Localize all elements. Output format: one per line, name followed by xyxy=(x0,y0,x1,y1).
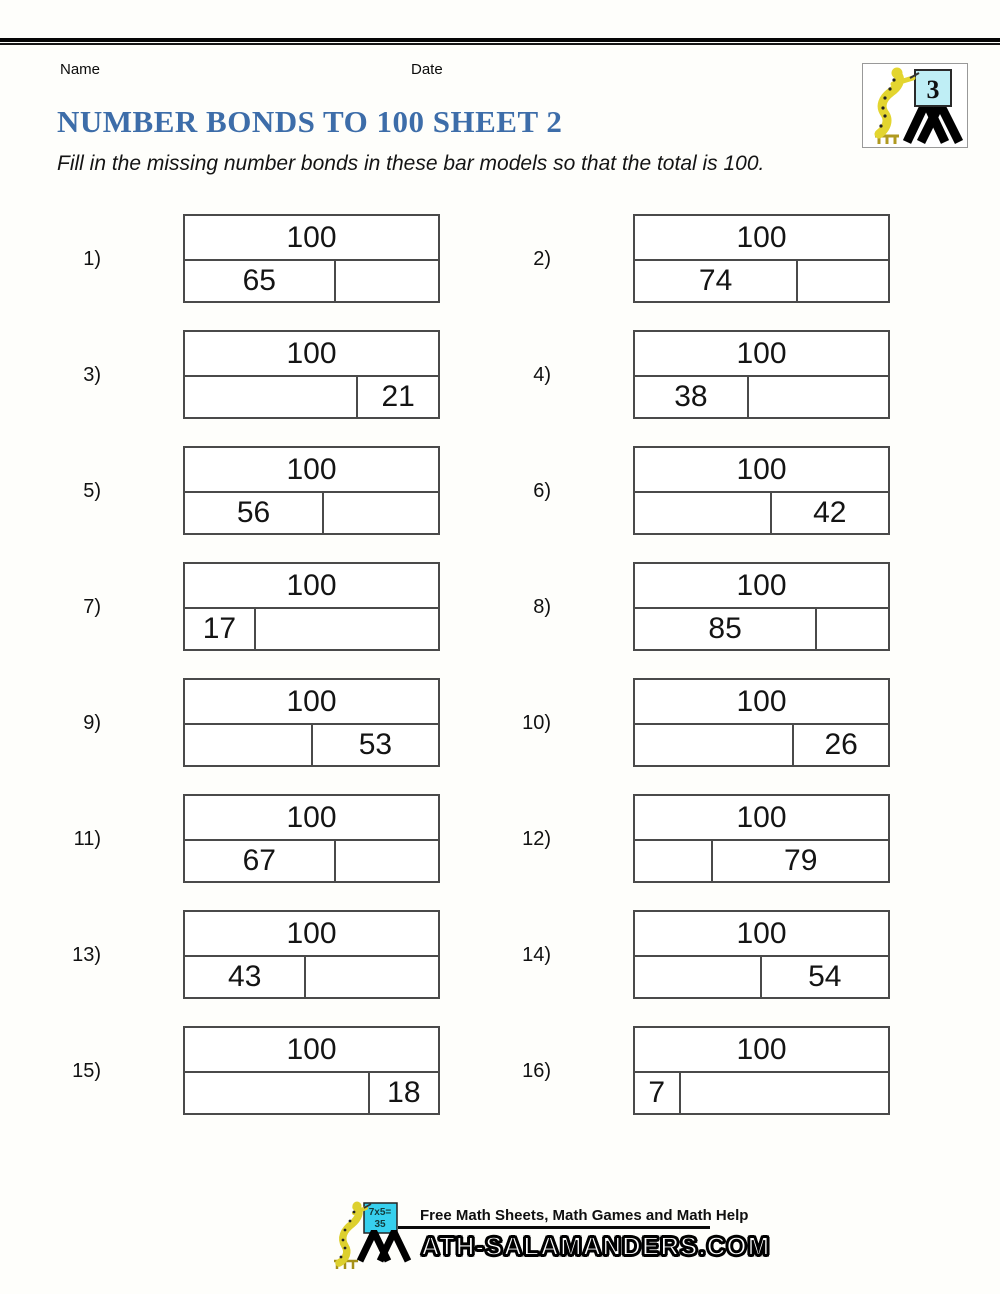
problem-number-label: 1) xyxy=(83,248,101,270)
bar-model xyxy=(633,1026,890,1115)
bar-total-cell: 100 xyxy=(185,796,438,841)
bar-parts-row xyxy=(185,957,438,997)
given-addend-cell: 17 xyxy=(185,609,256,649)
problem-item xyxy=(55,446,440,535)
bar-total-cell: 100 xyxy=(635,680,888,725)
bar-model xyxy=(183,1026,440,1115)
bar-model xyxy=(633,678,890,767)
missing-addend-cell[interactable] xyxy=(306,957,438,997)
problem-item xyxy=(55,1026,440,1115)
problem-item xyxy=(505,794,890,883)
bar-parts-row xyxy=(635,609,888,649)
bar-total-cell: 100 xyxy=(185,564,438,609)
problem-number-label: 4) xyxy=(533,364,551,386)
missing-addend-cell[interactable] xyxy=(185,725,313,765)
given-addend-cell: 53 xyxy=(358,728,393,761)
bar-model xyxy=(183,330,440,419)
bar-model xyxy=(183,446,440,535)
problem-number-label: 5) xyxy=(83,480,101,502)
bar-parts-row xyxy=(185,493,438,533)
problem-item xyxy=(55,562,440,651)
bar-total-cell: 100 xyxy=(635,448,888,493)
missing-addend-cell[interactable] xyxy=(635,957,762,997)
problem-item xyxy=(505,562,890,651)
bar-model xyxy=(183,678,440,767)
problem-item xyxy=(55,794,440,883)
given-addend-cell: 74 xyxy=(635,261,798,301)
problem-number-label: 15) xyxy=(72,1060,101,1082)
page-title: NUMBER BONDS TO 100 SHEET 2 xyxy=(57,104,563,139)
bar-model xyxy=(633,910,890,999)
given-addend-cell: 79 xyxy=(784,844,818,877)
date-label: Date xyxy=(411,61,443,78)
given-addend-cell: 38 xyxy=(635,377,749,417)
problem-number-label: 11) xyxy=(73,828,101,850)
bar-parts-row xyxy=(635,957,888,997)
bar-parts-row xyxy=(635,725,888,765)
problem-item xyxy=(55,910,440,999)
bar-total-cell: 100 xyxy=(635,796,888,841)
missing-addend-cell[interactable] xyxy=(635,841,713,881)
brand-name: ATH-SALAMANDERS.COM xyxy=(421,1231,771,1261)
given-addend-cell: 43 xyxy=(185,957,306,997)
footer-rule xyxy=(398,1226,710,1229)
bar-parts-row xyxy=(185,1073,438,1113)
bar-total-cell: 100 xyxy=(635,216,888,261)
bar-parts-row xyxy=(635,841,888,881)
missing-addend-cell[interactable] xyxy=(635,725,794,765)
problem-item xyxy=(55,214,440,303)
problem-number-label: 6) xyxy=(533,480,551,502)
problem-item xyxy=(505,214,890,303)
missing-addend-cell[interactable] xyxy=(798,261,888,301)
problem-item xyxy=(505,330,890,419)
problem-number-label: 9) xyxy=(83,712,101,734)
given-addend-cell: 65 xyxy=(185,261,336,301)
problem-item xyxy=(505,910,890,999)
given-addend-cell: 85 xyxy=(635,609,817,649)
missing-addend-cell[interactable] xyxy=(256,609,438,649)
bar-model xyxy=(633,214,890,303)
missing-addend-cell[interactable] xyxy=(324,493,438,533)
problem-number-label: 14) xyxy=(522,944,551,966)
missing-addend-cell[interactable] xyxy=(336,841,438,881)
bar-total-cell: 100 xyxy=(185,1028,438,1073)
board-equation-line2: 35 xyxy=(374,1219,386,1230)
bar-parts-row xyxy=(635,1073,888,1113)
bar-total-cell: 100 xyxy=(185,448,438,493)
problem-number-label: 7) xyxy=(83,596,101,618)
bar-total-cell: 100 xyxy=(185,912,438,957)
problem-number-label: 3) xyxy=(83,364,101,386)
bar-total-cell: 100 xyxy=(635,332,888,377)
given-addend-cell: 21 xyxy=(381,380,415,413)
missing-addend-cell[interactable] xyxy=(817,609,888,649)
bar-parts-row xyxy=(635,377,888,417)
missing-addend-cell[interactable] xyxy=(635,493,772,533)
bar-model xyxy=(633,794,890,883)
bar-parts-row xyxy=(185,609,438,649)
bar-parts-row xyxy=(185,261,438,301)
problem-item xyxy=(55,330,440,419)
bar-parts-row xyxy=(635,261,888,301)
brand-m-icon xyxy=(356,1230,420,1268)
name-label: Name xyxy=(60,61,101,78)
given-addend-cell: 7 xyxy=(635,1073,681,1113)
given-addend-cell: 18 xyxy=(387,1076,421,1109)
bar-model xyxy=(183,910,440,999)
bar-total-cell: 100 xyxy=(635,1028,888,1073)
problem-number-label: 8) xyxy=(533,596,551,618)
bar-parts-row xyxy=(185,841,438,881)
missing-addend-cell[interactable] xyxy=(336,261,438,301)
missing-addend-cell[interactable] xyxy=(185,377,358,417)
problem-item xyxy=(505,678,890,767)
bar-model xyxy=(633,562,890,651)
problem-item xyxy=(505,446,890,535)
problem-number-label: 16) xyxy=(522,1060,551,1082)
missing-addend-cell[interactable] xyxy=(749,377,888,417)
problem-item xyxy=(505,1026,890,1115)
bar-parts-row xyxy=(185,725,438,765)
given-addend-cell: 54 xyxy=(808,960,842,993)
problem-number-label: 12) xyxy=(522,828,551,850)
bar-model xyxy=(183,214,440,303)
bar-model xyxy=(633,330,890,419)
bar-parts-row xyxy=(185,377,438,417)
problem-number-label: 10) xyxy=(522,712,551,734)
given-addend-cell: 42 xyxy=(813,496,847,529)
logo-badge-number: 3 xyxy=(926,75,940,104)
problem-item xyxy=(55,678,440,767)
bar-parts-row xyxy=(635,493,888,533)
problem-number-label: 2) xyxy=(533,248,551,270)
missing-addend-cell[interactable] xyxy=(185,1073,370,1113)
bar-total-cell: 100 xyxy=(185,680,438,725)
problem-number-label: 13) xyxy=(72,944,101,966)
footer-tagline: Free Math Sheets, Math Games and Math Help xyxy=(420,1207,749,1224)
board-equation-line1: 7x5= xyxy=(368,1207,392,1218)
missing-addend-cell[interactable] xyxy=(681,1073,888,1113)
bar-total-cell: 100 xyxy=(185,332,438,377)
bar-total-cell: 100 xyxy=(635,912,888,957)
bar-total-cell: 100 xyxy=(635,564,888,609)
bar-model xyxy=(633,446,890,535)
bar-model xyxy=(183,794,440,883)
bar-total-cell: 100 xyxy=(185,216,438,261)
bar-model xyxy=(183,562,440,651)
instruction-text: Fill in the missing number bonds in these bar models so that the total is 100. xyxy=(57,152,765,175)
given-addend-cell: 67 xyxy=(185,841,336,881)
given-addend-cell: 26 xyxy=(824,728,858,761)
given-addend-cell: 56 xyxy=(185,493,324,533)
